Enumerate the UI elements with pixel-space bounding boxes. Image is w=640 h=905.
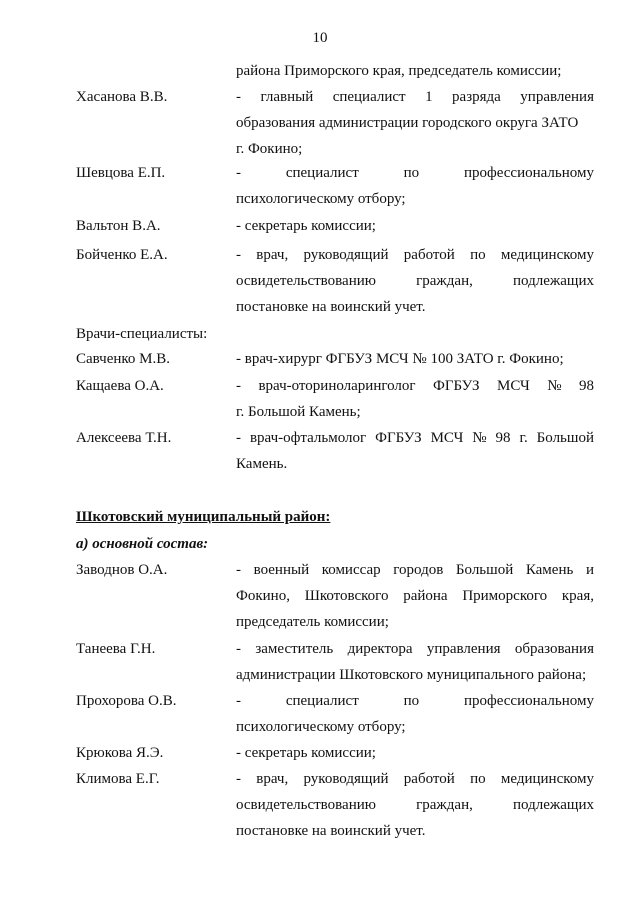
role-word: - bbox=[236, 430, 241, 446]
member-role bbox=[236, 373, 594, 425]
role-word: Приморского bbox=[462, 588, 548, 604]
role-word: медицинскому bbox=[500, 247, 594, 263]
role-word: специалист bbox=[332, 89, 406, 105]
role-word: граждан, bbox=[416, 797, 473, 813]
page-number: 10 bbox=[312, 30, 328, 46]
role-word: ФГБУЗ bbox=[433, 378, 480, 394]
role-word: края, bbox=[561, 588, 594, 604]
role-word: района bbox=[403, 588, 448, 604]
member-role bbox=[236, 58, 594, 84]
role-line: образования администрации городского округа ЗАТО bbox=[236, 115, 579, 131]
role-word: освидетельствованию bbox=[236, 797, 376, 813]
role-word: 98 bbox=[578, 378, 594, 394]
role-line: психологическому отбору; bbox=[236, 191, 406, 207]
role-word: образования bbox=[514, 641, 594, 657]
role-word: № bbox=[472, 430, 487, 446]
role-word: профессиональному bbox=[463, 165, 594, 181]
member-role bbox=[236, 160, 594, 212]
subsection-title: а) основной состав: bbox=[76, 536, 209, 552]
role-line bbox=[236, 583, 594, 609]
role-word: главный bbox=[260, 89, 314, 105]
role-word: врач, bbox=[256, 247, 289, 263]
role-word: военный bbox=[253, 562, 310, 578]
section-title: Шкотовский муниципальный район: bbox=[76, 509, 331, 525]
role-word: заместитель bbox=[255, 641, 334, 657]
role-word: МСЧ bbox=[497, 378, 530, 394]
role-word: Шкотовского bbox=[304, 588, 389, 604]
role-line bbox=[236, 242, 594, 268]
role-word: № bbox=[547, 378, 562, 394]
role-word: врач, bbox=[256, 771, 289, 787]
member-role bbox=[236, 688, 594, 740]
role-line: района Приморского края, председатель комиссии; bbox=[236, 63, 562, 79]
role-line bbox=[236, 557, 594, 583]
role-word: руководящий bbox=[303, 247, 389, 263]
role-line bbox=[236, 636, 594, 662]
role-word: - bbox=[236, 378, 241, 394]
role-word: ФГБУЗ bbox=[375, 430, 422, 446]
role-line: г. Фокино; bbox=[236, 141, 303, 157]
member-name: Савченко М.В. bbox=[76, 351, 171, 367]
role-word: - bbox=[236, 247, 241, 263]
role-word: - bbox=[236, 562, 241, 578]
role-word: Большой bbox=[455, 562, 514, 578]
role-word: и bbox=[585, 562, 594, 578]
member-name: Заводнов О.А. bbox=[76, 562, 168, 578]
role-word: управления bbox=[426, 641, 501, 657]
role-word: граждан, bbox=[416, 273, 473, 289]
member-role bbox=[236, 636, 594, 688]
role-word: по bbox=[403, 165, 420, 181]
role-line bbox=[236, 160, 594, 186]
role-word: - bbox=[236, 771, 241, 787]
role-word: специалист bbox=[285, 165, 359, 181]
role-word: 98 bbox=[495, 430, 511, 446]
role-word: по bbox=[470, 247, 486, 263]
role-word: Большой bbox=[536, 430, 594, 446]
role-word: - bbox=[236, 641, 241, 657]
role-line bbox=[236, 688, 594, 714]
role-word: МСЧ bbox=[430, 430, 464, 446]
role-word: работой bbox=[403, 771, 455, 787]
role-line bbox=[236, 792, 594, 818]
role-line: - секретарь комиссии; bbox=[236, 218, 376, 234]
role-line: постановке на воинский учет. bbox=[236, 823, 426, 839]
member-role bbox=[236, 242, 594, 320]
member-name: Хасанова В.В. bbox=[76, 89, 168, 105]
role-word: 1 bbox=[425, 89, 433, 105]
role-line bbox=[236, 373, 594, 399]
role-word: - bbox=[236, 693, 241, 709]
role-line bbox=[236, 766, 594, 792]
role-word: специалист bbox=[285, 693, 359, 709]
role-word: директора bbox=[347, 641, 413, 657]
member-name: Крюкова Я.Э. bbox=[76, 745, 164, 761]
role-word: врач-оториноларинголог bbox=[258, 378, 416, 394]
role-line: постановке на воинский учет. bbox=[236, 299, 426, 315]
role-word: городов bbox=[393, 562, 444, 578]
role-line bbox=[236, 268, 594, 294]
member-name: Кащаева О.А. bbox=[76, 378, 164, 394]
role-line bbox=[236, 425, 594, 451]
role-word: медицинскому bbox=[500, 771, 594, 787]
role-line: - врач-хирург ФГБУЗ МСЧ № 100 ЗАТО г. Фокино; bbox=[236, 351, 564, 367]
role-word: - bbox=[236, 165, 241, 181]
role-word: - bbox=[236, 89, 241, 105]
member-name: Вальтон В.А. bbox=[76, 218, 161, 234]
role-line bbox=[236, 84, 594, 110]
member-role bbox=[236, 213, 594, 239]
role-line: администрации Шкотовского муниципального района; bbox=[236, 667, 587, 683]
member-role bbox=[236, 346, 594, 372]
member-name: Бойченко Е.А. bbox=[76, 247, 168, 263]
role-word: управления bbox=[520, 89, 594, 105]
role-word: подлежащих bbox=[513, 797, 594, 813]
role-word: г. bbox=[519, 430, 528, 446]
role-word: комиссар bbox=[321, 562, 381, 578]
role-word: разряда bbox=[452, 89, 501, 105]
role-line: Камень. bbox=[236, 456, 288, 472]
role-line: г. Большой Камень; bbox=[236, 404, 361, 420]
member-name: Климова Е.Г. bbox=[76, 771, 160, 787]
member-role bbox=[236, 84, 594, 162]
member-role bbox=[236, 425, 594, 477]
member-name: Прохорова О.В. bbox=[76, 693, 177, 709]
role-line: - секретарь комиссии; bbox=[236, 745, 376, 761]
role-word: по bbox=[470, 771, 486, 787]
member-role bbox=[236, 557, 594, 635]
role-word: по bbox=[403, 693, 420, 709]
member-name: Шевцова Е.П. bbox=[76, 165, 166, 181]
specialists-heading: Врачи-специалисты: bbox=[76, 326, 208, 342]
role-word: освидетельствованию bbox=[236, 273, 376, 289]
role-word: Камень bbox=[525, 562, 574, 578]
role-word: работой bbox=[403, 247, 455, 263]
role-word: профессиональному bbox=[463, 693, 594, 709]
member-name: Алексеева Т.Н. bbox=[76, 430, 172, 446]
role-word: подлежащих bbox=[513, 273, 594, 289]
member-role bbox=[236, 740, 594, 766]
role-line: психологическому отбору; bbox=[236, 719, 406, 735]
member-role bbox=[236, 766, 594, 844]
member-name: Танеева Г.Н. bbox=[76, 641, 156, 657]
role-word: руководящий bbox=[303, 771, 389, 787]
role-word: врач-офтальмолог bbox=[249, 430, 367, 446]
role-line: председатель комиссии; bbox=[236, 614, 389, 630]
role-word: Фокино, bbox=[236, 588, 290, 604]
